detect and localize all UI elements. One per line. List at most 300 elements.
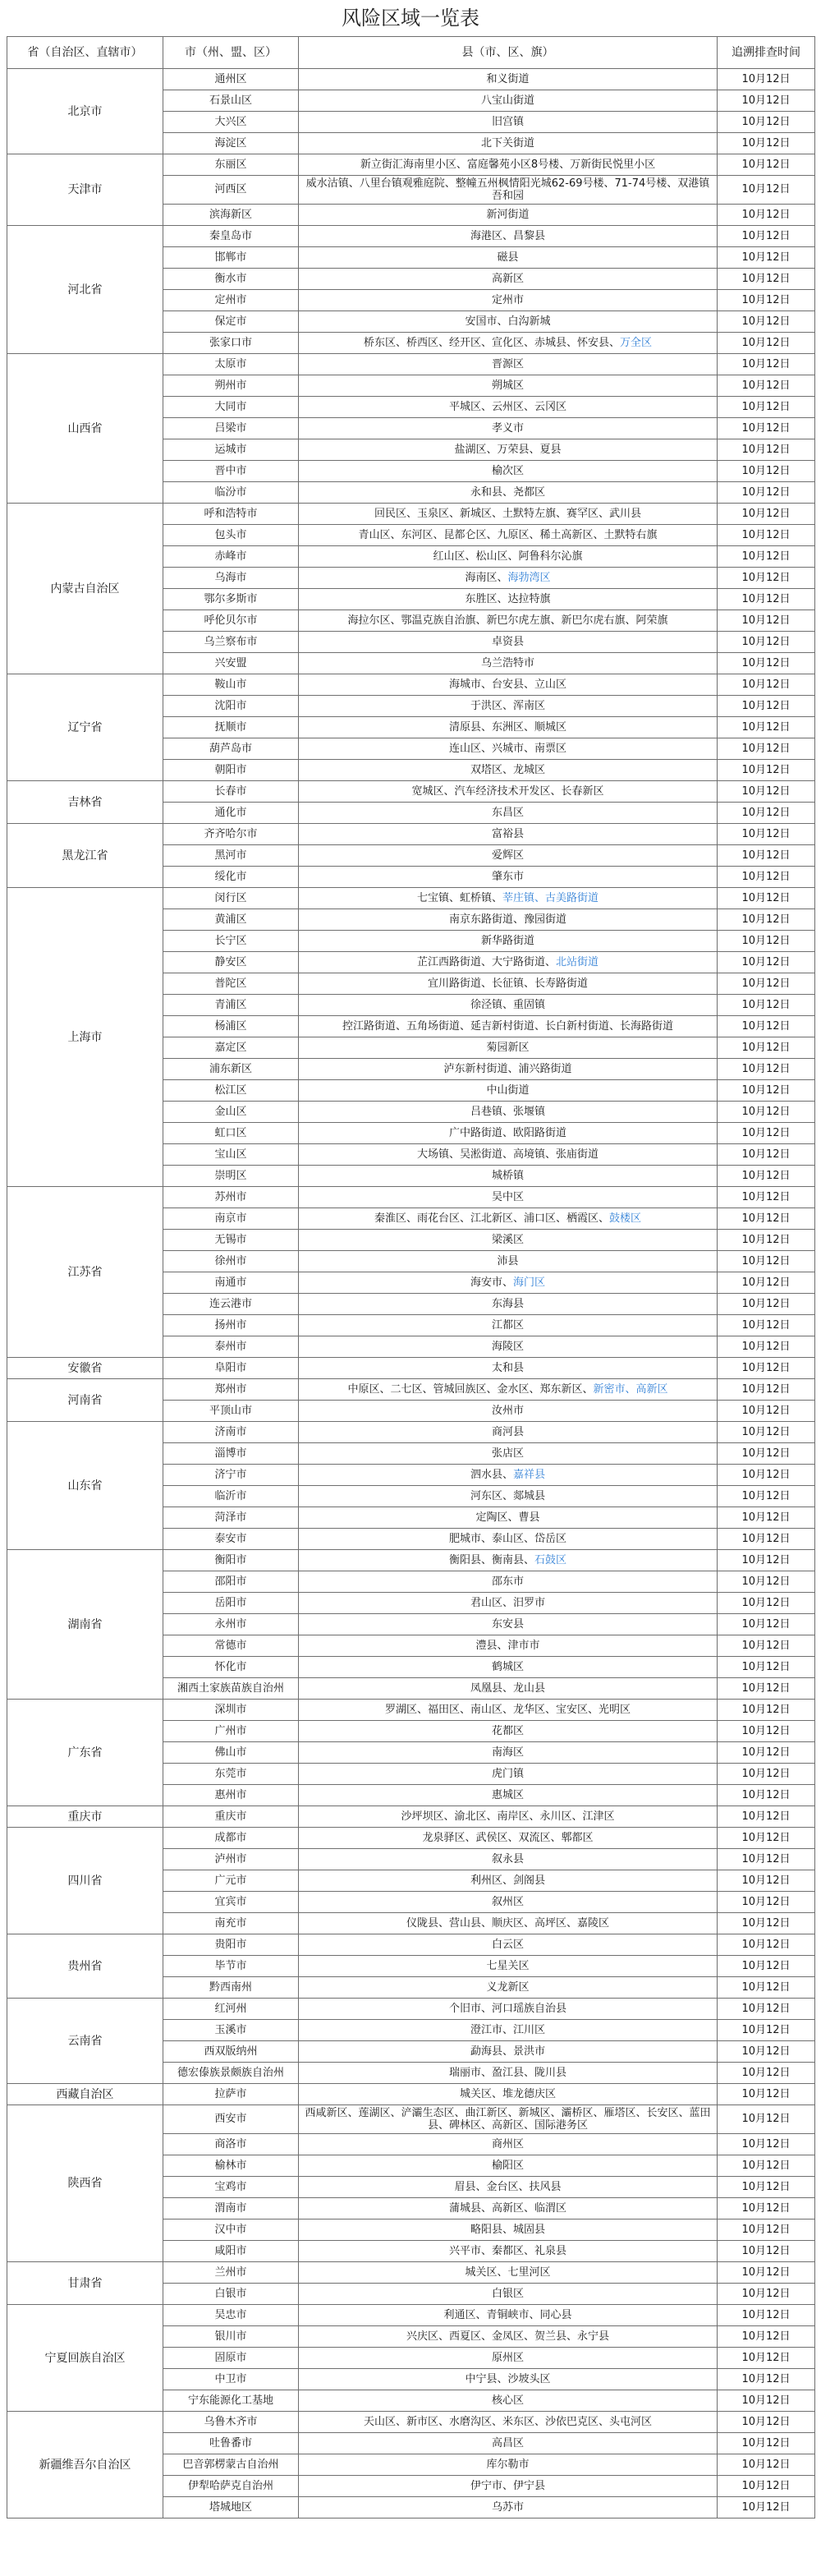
area-text: 勐海县、景洪市 [470,2045,545,2058]
area-text: 鹤城区 [491,1660,524,1673]
date-cell: 10月12日 [718,1999,815,2020]
county-cell [299,952,718,973]
city-cell: 徐州市 [163,1251,299,1272]
table-row [7,1187,815,1208]
highlighted-area: 石鼓区 [534,1553,567,1566]
date-cell: 10月12日 [718,1465,815,1486]
county-cell [299,1123,718,1144]
date-cell: 10月12日 [718,2454,815,2476]
area-text: 连山区、兴城市、南票区 [448,742,566,755]
county-cell [299,1422,718,1443]
county-cell [299,2412,718,2433]
date-cell: 10月12日 [718,112,815,133]
county-cell [299,589,718,610]
date-cell: 10月12日 [718,2084,815,2105]
area-text: 河东区、郯城县 [470,1489,545,1502]
date-cell: 10月12日 [718,461,815,482]
city-cell: 泰安市 [163,1529,299,1550]
county-cell [299,2041,718,2063]
area-text: 城关区、七里河区 [465,2266,551,2279]
city-cell: 固原市 [163,2348,299,2369]
city-cell: 兰州市 [163,2262,299,2284]
area-text: 商州区 [491,2137,524,2150]
date-cell: 10月12日 [718,803,815,824]
area-text: 广中路街道、欧阳路街道 [448,1126,566,1139]
date-cell: 10月12日 [718,90,815,112]
city-cell: 佛山市 [163,1742,299,1764]
province-cell: 湖南省 [7,1550,163,1700]
area-text: 白银区 [491,2287,524,2300]
table-row [7,1934,815,1956]
county-cell [299,2198,718,2220]
date-cell: 10月12日 [718,2326,815,2348]
county-cell [299,1080,718,1102]
county-cell [299,781,718,803]
date-cell: 10月12日 [718,1379,815,1401]
date-cell: 10月12日 [718,176,815,205]
date-cell: 10月12日 [718,867,815,888]
county-cell [299,397,718,418]
county-cell [299,1700,718,1721]
county-cell [299,2262,718,2284]
city-cell: 嘉定区 [163,1037,299,1059]
table-row [7,354,815,375]
date-cell: 10月12日 [718,2020,815,2041]
area-text: 沛县 [497,1254,519,1267]
city-cell: 齐齐哈尔市 [163,824,299,845]
county-cell [299,461,718,482]
province-cell: 内蒙古自治区 [7,504,163,674]
county-cell [299,546,718,568]
county-cell [299,1358,718,1379]
county-cell [299,1849,718,1870]
area-text: 东安县 [491,1617,524,1631]
area-text: 卓资县 [491,635,524,648]
area-text: 东胜区、达拉特旗 [465,592,551,605]
city-cell: 保定市 [163,311,299,333]
date-cell: 10月12日 [718,632,815,653]
county-cell [299,1742,718,1764]
date-cell: 10月12日 [718,482,815,504]
date-cell: 10月12日 [718,1913,815,1934]
area-text: 惠城区 [491,1788,524,1801]
county-cell [299,1678,718,1700]
area-text: 新华路街道 [480,934,534,947]
date-cell: 10月12日 [718,2476,815,2497]
county-cell [299,568,718,589]
area-text: 库尔勒市 [486,2458,530,2471]
province-cell: 辽宁省 [7,674,163,781]
date-cell: 10月12日 [718,2198,815,2220]
city-cell: 松江区 [163,1080,299,1102]
area-text: 花都区 [491,1724,524,1737]
area-text: 沙坪坝区、渝北区、南岸区、永川区、江津区 [401,1810,615,1823]
county-cell [299,2220,718,2241]
date-cell: 10月12日 [718,781,815,803]
area-text: 城桥镇 [491,1169,524,1182]
highlighted-area: 万全区 [620,336,653,349]
area-text: 威水沽镇、八里台镇观雅庭院、整幢五州枫情阳光城62-69号楼、71-74号楼、双港镇吾和园 [305,177,710,202]
date-cell: 10月12日 [718,1123,815,1144]
county-cell [299,1870,718,1892]
county-cell [299,867,718,888]
city-cell: 乌海市 [163,568,299,589]
county-cell [299,1892,718,1913]
area-text: 永和县、尧都区 [470,485,545,499]
date-cell: 10月12日 [718,1144,815,1166]
city-cell: 运城市 [163,439,299,461]
highlighted-area: 嘉祥县 [513,1468,546,1481]
county-cell [299,1828,718,1849]
city-cell: 吕梁市 [163,418,299,439]
city-cell: 玉溪市 [163,2020,299,2041]
county-cell [299,1208,718,1230]
date-cell: 10月12日 [718,696,815,717]
date-cell: 10月12日 [718,1037,815,1059]
date-cell: 10月12日 [718,1443,815,1465]
area-text: 东海县 [491,1297,524,1310]
date-cell: 10月12日 [718,1678,815,1700]
county-cell [299,1529,718,1550]
city-cell: 崇明区 [163,1166,299,1187]
area-text: 眉县、金台区、扶风县 [454,2180,562,2193]
area-text: 青山区、东河区、昆都仑区、九原区、稀土高新区、土默特右旗 [358,528,658,541]
county-cell [299,1934,718,1956]
county-cell [299,2305,718,2326]
county-cell [299,1486,718,1507]
area-text: 富裕县 [491,827,524,840]
county-cell [299,1251,718,1272]
province-cell: 黑龙江省 [7,824,163,888]
county-cell [299,2177,718,2198]
date-cell: 10月12日 [718,931,815,952]
county-cell [299,2476,718,2497]
area-text: 海安市、 [470,1276,513,1289]
county-cell [299,653,718,674]
city-cell: 葫芦岛市 [163,738,299,760]
date-cell: 10月12日 [718,546,815,568]
area-text: 核心区 [491,2394,524,2407]
date-cell: 10月12日 [718,1721,815,1742]
date-cell: 10月12日 [718,1486,815,1507]
area-text: 盐湖区、万荣县、夏县 [454,443,562,456]
date-cell: 10月12日 [718,1166,815,1187]
county-cell [299,1635,718,1657]
city-cell: 虹口区 [163,1123,299,1144]
city-cell: 吐鲁番市 [163,2433,299,2454]
county-cell [299,2348,718,2369]
date-cell: 10月12日 [718,2433,815,2454]
table-row [7,69,815,90]
county-cell [299,995,718,1016]
area-text: 新立街汇海南里小区、富庭馨苑小区8号楼、万新街民悦里小区 [360,158,656,171]
city-cell: 扬州市 [163,1315,299,1336]
area-text: 吴中区 [491,1190,524,1203]
date-cell: 10月12日 [718,738,815,760]
city-cell: 巴音郭楞蒙古自治州 [163,2454,299,2476]
city-cell: 东莞市 [163,1764,299,1785]
date-cell: 10月12日 [718,1956,815,1977]
province-cell: 广东省 [7,1700,163,1806]
city-cell: 定州市 [163,290,299,311]
province-cell: 北京市 [7,69,163,154]
header-county: 县（市、区、旗） [299,37,718,69]
county-cell [299,2390,718,2412]
city-cell: 湘西土家族苗族自治州 [163,1678,299,1700]
date-cell: 10月12日 [718,2262,815,2284]
table-row [7,1422,815,1443]
date-cell: 10月12日 [718,1571,815,1593]
area-text: 高昌区 [491,2436,524,2450]
page-title: 风险区域一览表 [342,7,479,30]
date-cell: 10月12日 [718,418,815,439]
city-cell: 呼和浩特市 [163,504,299,525]
county-cell [299,1977,718,1999]
county-cell [299,1059,718,1080]
county-cell [299,696,718,717]
county-cell [299,2241,718,2262]
city-cell: 连云港市 [163,1294,299,1315]
city-cell: 通州区 [163,69,299,90]
city-cell: 普陀区 [163,973,299,995]
area-text: 榆次区 [491,464,524,477]
city-cell: 河西区 [163,176,299,205]
city-cell: 黑河市 [163,845,299,867]
county-cell [299,1465,718,1486]
date-cell: 10月12日 [718,69,815,90]
date-cell: 10月12日 [718,290,815,311]
table-row [7,2262,815,2284]
county-cell [299,504,718,525]
city-cell: 广州市 [163,1721,299,1742]
date-cell: 10月12日 [718,1251,815,1272]
county-cell [299,525,718,546]
table-row [7,1700,815,1721]
table-row [7,504,815,525]
date-cell: 10月12日 [718,824,815,845]
city-cell: 济宁市 [163,1465,299,1486]
city-cell: 济南市 [163,1422,299,1443]
province-cell: 江苏省 [7,1187,163,1358]
city-cell: 宝山区 [163,1144,299,1166]
date-cell: 10月12日 [718,1102,815,1123]
province-cell: 甘肃省 [7,2262,163,2305]
county-cell [299,1016,718,1037]
province-cell: 四川省 [7,1828,163,1934]
county-cell [299,226,718,247]
date-cell: 10月12日 [718,653,815,674]
province-cell: 西藏自治区 [7,2084,163,2105]
city-cell: 呼伦贝尔市 [163,610,299,632]
date-cell: 10月12日 [718,568,815,589]
city-cell: 渭南市 [163,2198,299,2220]
area-text: 晋源区 [491,357,524,370]
area-text: 七宝镇、虹桥镇、 [416,891,502,904]
city-cell: 惠州市 [163,1785,299,1806]
city-cell: 宜宾市 [163,1892,299,1913]
county-cell [299,2433,718,2454]
area-text: 控江路街道、五角场街道、延吉新村街道、长白新村街道、长海路街道 [342,1019,673,1033]
city-cell: 鄂尔多斯市 [163,589,299,610]
county-cell [299,2326,718,2348]
county-cell [299,1315,718,1336]
city-cell: 南充市 [163,1913,299,1934]
area-text: 榆阳区 [491,2159,524,2172]
date-cell: 10月12日 [718,1614,815,1635]
date-cell: 10月12日 [718,269,815,290]
table-row [7,1358,815,1379]
date-cell: 10月12日 [718,397,815,418]
county-cell [299,888,718,909]
province-cell: 上海市 [7,888,163,1187]
date-cell: 10月12日 [718,1315,815,1336]
table-row [7,2105,815,2134]
city-cell: 乌鲁木齐市 [163,2412,299,2433]
date-cell: 10月12日 [718,1700,815,1721]
area-text: 南京东路街道、豫园街道 [448,913,566,926]
area-text: 海港区、昌黎县 [470,229,545,242]
date-cell: 10月12日 [718,952,815,973]
city-cell: 海淀区 [163,133,299,154]
county-cell [299,2369,718,2390]
county-cell [299,375,718,397]
county-cell [299,1507,718,1529]
area-text: 虎门镇 [491,1767,524,1780]
county-cell [299,1379,718,1401]
city-cell: 静安区 [163,952,299,973]
city-cell: 大兴区 [163,112,299,133]
area-text: 中原区、二七区、管城回族区、金水区、郑东新区、 [347,1382,594,1396]
date-cell: 10月12日 [718,589,815,610]
date-cell: 10月12日 [718,1401,815,1422]
city-cell: 长春市 [163,781,299,803]
area-text: 乌兰浩特市 [480,656,534,669]
city-cell: 成都市 [163,1828,299,1849]
date-cell: 10月12日 [718,1080,815,1102]
county-cell [299,2084,718,2105]
city-cell: 毕节市 [163,1956,299,1977]
city-cell: 银川市 [163,2326,299,2348]
area-text: 肥城市、泰山区、岱岳区 [448,1532,566,1545]
city-cell: 怀化市 [163,1657,299,1678]
city-cell: 德宏傣族景颇族自治州 [163,2063,299,2084]
date-cell: 10月12日 [718,2497,815,2518]
date-cell: 10月12日 [718,995,815,1016]
city-cell: 拉萨市 [163,2084,299,2105]
area-text: 利州区、剑阁县 [470,1874,545,1887]
area-text: 安国市、白沟新城 [465,315,551,328]
date-cell: 10月12日 [718,973,815,995]
city-cell: 吴忠市 [163,2305,299,2326]
province-cell: 陕西省 [7,2105,163,2262]
county-cell [299,133,718,154]
area-text: 凤凰县、龙山县 [470,1681,545,1695]
city-cell: 石景山区 [163,90,299,112]
date-cell: 10月12日 [718,717,815,738]
area-text: 城关区、堆龙德庆区 [459,2087,556,2100]
date-cell: 10月12日 [718,1892,815,1913]
county-cell [299,1166,718,1187]
table-row [7,1550,815,1571]
area-text: 罗湖区、福田区、南山区、龙华区、宝安区、光明区 [384,1703,631,1716]
county-cell [299,610,718,632]
date-cell: 10月12日 [718,1187,815,1208]
city-cell: 塔城地区 [163,2497,299,2518]
table-row [7,1806,815,1828]
county-cell [299,1401,718,1422]
area-text: 秦淮区、雨花台区、江北新区、浦口区、栖霞区、 [374,1212,609,1225]
area-text: 红山区、松山区、阿鲁科尔沁旗 [433,550,583,563]
table-row [7,2412,815,2433]
area-text: 原州区 [491,2351,524,2364]
highlighted-area: 海门区 [513,1276,546,1289]
date-cell: 10月12日 [718,1828,815,1849]
date-cell: 10月12日 [718,1422,815,1443]
area-text: 旧宫镇 [491,115,524,128]
area-text: 白云区 [491,1938,524,1951]
city-cell: 衡阳市 [163,1550,299,1571]
area-text: 伊宁市、伊宁县 [470,2479,545,2492]
county-cell [299,205,718,226]
date-cell: 10月12日 [718,1849,815,1870]
date-cell: 10月12日 [718,2348,815,2369]
area-text: 仪陇县、营山县、顺庆区、高坪区、嘉陵区 [406,1916,609,1930]
table-body [7,69,815,2518]
area-text: 太和县 [491,1361,524,1374]
date-cell: 10月12日 [718,845,815,867]
area-text: 大场镇、吴淞街道、高境镇、张庙街道 [416,1148,599,1161]
city-cell: 中卫市 [163,2369,299,2390]
county-cell [299,1037,718,1059]
date-cell: 10月12日 [718,2220,815,2241]
city-cell: 临汾市 [163,482,299,504]
date-cell: 10月12日 [718,354,815,375]
highlighted-area: 莘庄镇、古美路街道 [502,891,599,904]
county-cell [299,1102,718,1123]
area-text: 张店区 [491,1447,524,1460]
date-cell: 10月12日 [718,504,815,525]
city-cell: 邯郸市 [163,247,299,269]
date-cell: 10月12日 [718,1272,815,1294]
city-cell: 太原市 [163,354,299,375]
city-cell: 大同市 [163,397,299,418]
county-cell [299,1571,718,1593]
county-cell [299,717,718,738]
city-cell: 浦东新区 [163,1059,299,1080]
area-text: 义龙新区 [486,1980,530,1994]
county-cell [299,1956,718,1977]
area-text: 乌苏市 [491,2500,524,2514]
date-cell: 10月12日 [718,2412,815,2433]
city-cell: 西安市 [163,2105,299,2134]
county-cell [299,803,718,824]
area-text: 泸东新村街道、浦兴路街道 [443,1062,572,1075]
area-text: 双塔区、龙城区 [470,763,545,776]
county-cell [299,2497,718,2518]
city-cell: 永州市 [163,1614,299,1635]
county-cell [299,247,718,269]
date-cell: 10月12日 [718,1657,815,1678]
area-text: 平城区、云州区、云冈区 [448,400,566,413]
county-cell [299,1593,718,1614]
area-text: 江都区 [491,1318,524,1332]
table-row [7,154,815,176]
county-cell [299,1144,718,1166]
date-cell: 10月12日 [718,1934,815,1956]
city-cell: 鞍山市 [163,674,299,696]
county-cell [299,824,718,845]
province-cell: 宁夏回族自治区 [7,2305,163,2412]
